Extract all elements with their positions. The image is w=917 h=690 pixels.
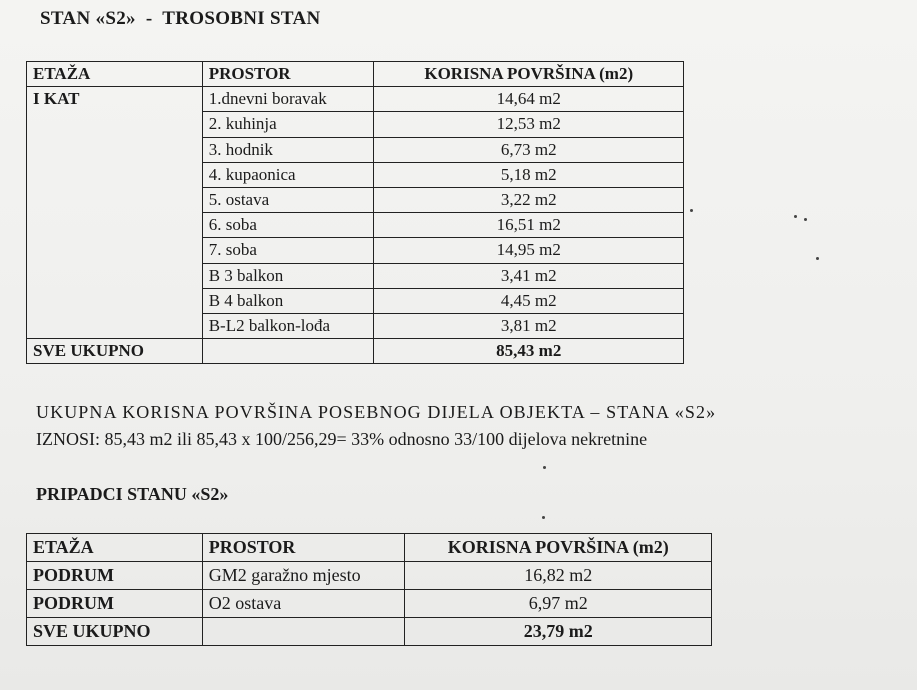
- table-row: [27, 590, 712, 618]
- area-cell: 16,82 m2: [405, 562, 712, 590]
- room-cell: 2. kuhinja: [202, 112, 374, 137]
- total-label: SVE UKUPNO: [27, 339, 203, 364]
- area-cell: 3,22 m2: [374, 187, 684, 212]
- floor-cell: I KAT: [27, 87, 203, 339]
- table-row: [27, 87, 684, 112]
- area-cell: 6,73 m2: [374, 137, 684, 162]
- total-value: 23,79 m2: [405, 618, 712, 646]
- room-cell: 4. kupaonica: [202, 162, 374, 187]
- total-value: 85,43 m2: [374, 339, 684, 364]
- floor-cell: PODRUM: [27, 590, 203, 618]
- room-cell: B 3 balkon: [202, 263, 374, 288]
- header-room: PROSTOR: [202, 534, 405, 562]
- area-cell: 6,97 m2: [405, 590, 712, 618]
- table-header-row: [27, 62, 684, 87]
- header-area: KORISNA POVRŠINA (m2): [405, 534, 712, 562]
- speck-mark: [794, 215, 797, 218]
- room-cell: B 4 balkon: [202, 288, 374, 313]
- header-floor: ETAŽA: [27, 534, 203, 562]
- total-row: [27, 618, 712, 646]
- summary-line-2: IZNOSI: 85,43 m2 ili 85,43 x 100/256,29= 33% odnosno 33/100 dijelova nekretnine: [36, 429, 648, 449]
- speck-mark: [816, 257, 819, 260]
- appurtenances-table: [26, 533, 712, 646]
- area-cell: 14,95 m2: [374, 238, 684, 263]
- header-room: PROSTOR: [202, 62, 374, 87]
- empty-cell: [202, 618, 405, 646]
- area-cell: 5,18 m2: [374, 162, 684, 187]
- speck-mark: [690, 209, 693, 212]
- apartment-area-table: [26, 61, 684, 364]
- area-cell: 16,51 m2: [374, 213, 684, 238]
- room-cell: 6. soba: [202, 213, 374, 238]
- room-cell: GM2 garažno mjesto: [202, 562, 405, 590]
- page-title: STAN «S2» - TROSOBNI STAN: [40, 8, 321, 29]
- appurtenances-title: PRIPADCI STANU «S2»: [36, 484, 229, 504]
- area-cell: 12,53 m2: [374, 112, 684, 137]
- room-cell: 3. hodnik: [202, 137, 374, 162]
- header-floor: ETAŽA: [27, 62, 203, 87]
- summary-line-1: UKUPNA KORISNA POVRŠINA POSEBNOG DIJELA OBJEKTA – STANA «S2»: [36, 402, 717, 422]
- table-header-row: [27, 534, 712, 562]
- room-cell: 1.dnevni boravak: [202, 87, 374, 112]
- room-cell: B-L2 balkon-lođa: [202, 313, 374, 338]
- area-cell: 14,64 m2: [374, 87, 684, 112]
- header-area: KORISNA POVRŠINA (m2): [374, 62, 684, 87]
- speck-mark: [542, 516, 545, 519]
- total-label: SVE UKUPNO: [27, 618, 203, 646]
- area-summary: [36, 399, 716, 453]
- room-cell: O2 ostava: [202, 590, 405, 618]
- total-row: [27, 339, 684, 364]
- area-cell: 3,81 m2: [374, 313, 684, 338]
- area-cell: 3,41 m2: [374, 263, 684, 288]
- table-row: [27, 562, 712, 590]
- speck-mark: [804, 218, 807, 221]
- floor-cell: PODRUM: [27, 562, 203, 590]
- room-cell: 5. ostava: [202, 187, 374, 212]
- area-cell: 4,45 m2: [374, 288, 684, 313]
- empty-cell: [202, 339, 374, 364]
- room-cell: 7. soba: [202, 238, 374, 263]
- speck-mark: [543, 466, 546, 469]
